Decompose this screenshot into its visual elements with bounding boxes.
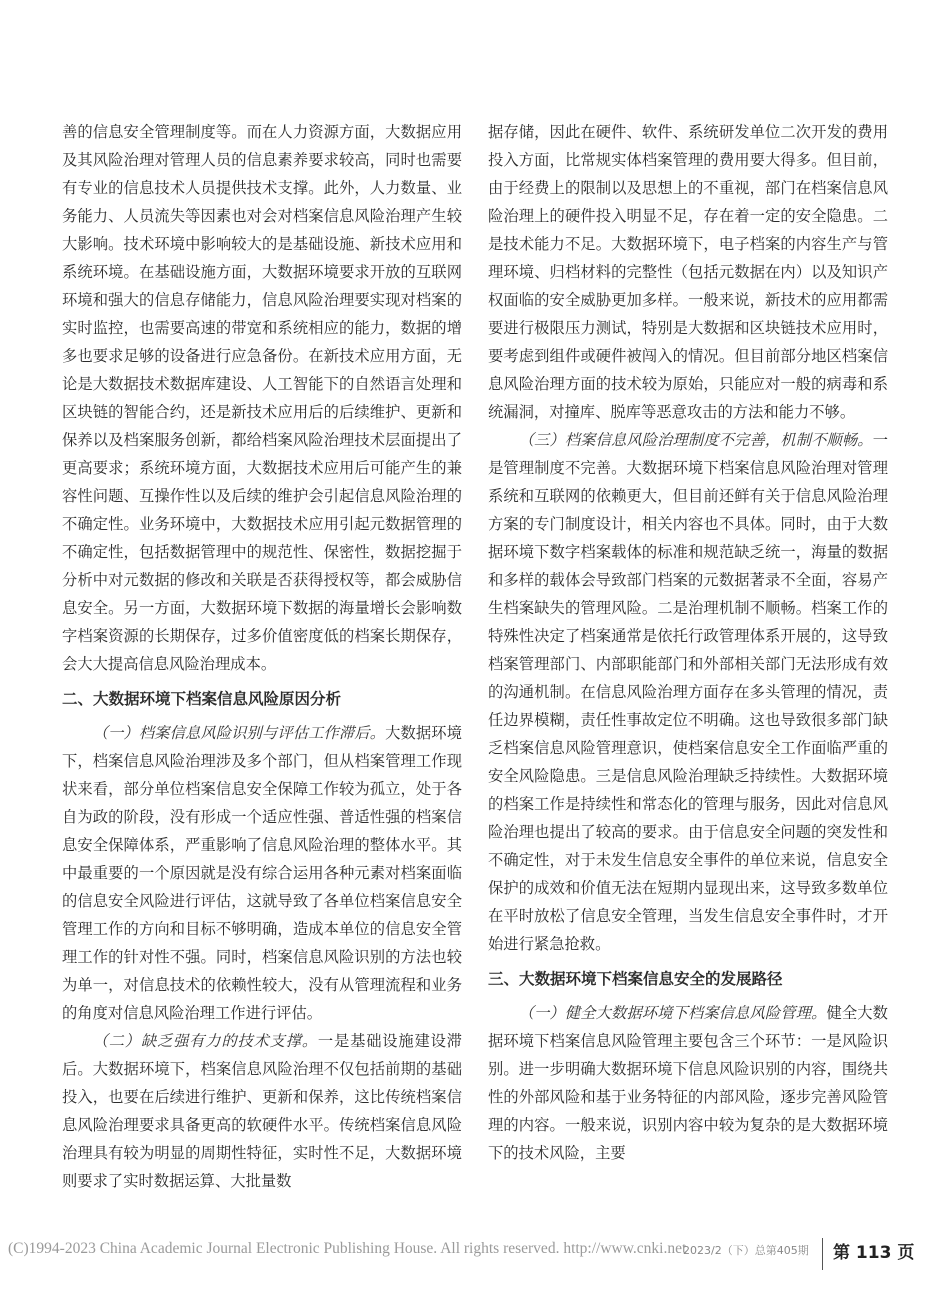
footer-divider bbox=[822, 1238, 823, 1270]
left-paragraph-1: 善的信息安全管理制度等。而在人力资源方面，大数据应用及其风险治理对管理人员的信息素养要求较高，同时也需要有专业的信息技术人员提供技术支撑。此外，人力数量、业务能力、人员流失等因素也对会对档案信息风险治理产生较大影响。技术环境中影响较大的是基础设施、新技术应用和系统环境。在基础设施方面，大数据环境要求开放的互联网环境和强大的信息存储能力，信息风险治理要实现对档案的实时监控，也需要高速的带宽和系统相应的能力，数据的增多也要求足够的设备进行应急备份。在新技术应用方面，无论是大数据技术数据库建设、人工智能下的自然语言处理和区块链的智能合约，还是新技术应用后的后续维护、更新和保养以及档案服务创新，都给档案风险治理技术层面提出了更高要求；系统环境方面，大数据技术应用后可能产生的兼容性问题、互操作性以及后续的维护会引起信息风险治理的不确定性。业务环境中，大数据技术应用引起元数据管理的不确定性，包括数据管理中的规范性、保密性，数据挖掘于分析中对元数据的修改和关联是否获得授权等，都会威胁信息安全。另一方面，大数据环境下数据的海量增长会影响数字档案资源的长期保存，过多价值密度低的档案长期保存，会大大提高信息风险治理成本。 bbox=[62, 123, 462, 673]
right-paragraph-3 bbox=[488, 999, 888, 1167]
section-heading-2: 二、大数据环境下档案信息风险原因分析 bbox=[62, 690, 342, 708]
paragraph-text: 一是基础设施建设滞后。大数据环境下，档案信息风险治理不仅包括前期的基础投入，也要在后续进行维护、更新和保养，这比传统档案信息风险治理要求具备更高的软硬件水平。传统档案信息风险治理具有较为明显的周期性特征，实时性不足，大数据环境则要求了实时数据运算、大批量数 bbox=[62, 1032, 462, 1190]
right-column bbox=[488, 118, 888, 1167]
subheading-2-2: （二）缺乏强有力的技术支撑。 bbox=[92, 1032, 318, 1050]
paragraph-text: 健全大数据环境下档案信息风险管理主要包含三个环节：一是风险识别。进一步明确大数据环境下信息风险识别的内容，围绕共性的外部风险和基于业务特征的内部风险，逐步完善风险管理的内容。一般来说，识别内容中较为复杂的是大数据环境下的技术风险，主要 bbox=[488, 1004, 888, 1162]
paragraph-text: 一是管理制度不完善。大数据环境下档案信息风险治理对管理系统和互联网的依赖更大，但目前还鲜有关于信息风险治理方案的专门制度设计，相关内容也不具体。同时，由于大数据环境下数字档案载体的标准和规范缺乏统一，海量的数据和多样的载体会导致部门档案的元数据著录不全面，容易产生档案缺失的管理风险。二是治理机制不顺畅。档案工作的特殊性决定了档案通常是依托行政管理体系开展的，这导致档案管理部门、内部职能部门和外部相关部门无法形成有效的沟通机制。在信息风险治理方面存在多头管理的情况，责任边界模糊，责任性事故定位不明确。这也导致很多部门缺乏档案信息风险管理意识，使档案信息安全工作面临严重的安全风险隐患。三是信息风险治理缺乏持续性。大数据环境的档案工作是持续性和常态化的管理与服务，因此对信息风险治理也提出了较高的要求。由于信息安全问题的突发性和不确定性，对于未发生信息安全事件的单位来说，信息安全保护的成效和价值无法在短期内显现出来，这导致多数单位在平时放松了信息安全管理，当发生信息安全事件时，才开始进行紧急抢救。 bbox=[488, 431, 888, 953]
right-paragraph-2 bbox=[488, 426, 888, 958]
issue-info: 2023/2（下）总第405期 bbox=[683, 1244, 809, 1257]
page-footer bbox=[0, 1236, 950, 1276]
copyright-watermark: (C)1994-2023 China Academic Journal Electronic Publishing House. All rights reserved. http://www.cnki.net bbox=[8, 1240, 687, 1257]
left-column bbox=[62, 118, 462, 1195]
left-paragraph-2 bbox=[62, 719, 462, 1027]
right-paragraph-1: 据存储，因此在硬件、软件、系统研发单位二次开发的费用投入方面，比常规实体档案管理的费用要大得多。但目前，由于经费上的限制以及思想上的不重视，部门在档案信息风险治理上的硬件投入明显不足，存在着一定的安全隐患。二是技术能力不足。大数据环境下，电子档案的内容生产与管理环境、归档材料的完整性（包括元数据在内）以及知识产权面临的安全威胁更加多样。一般来说，新技术的应用都需要进行极限压力测试，特别是大数据和区块链技术应用时，要考虑到组件或硬件被闯入的情况。但目前部分地区档案信息风险治理方面的技术较为原始，只能应对一般的病毒和系统漏洞，对撞库、脱库等恶意攻击的方法和能力不够。 bbox=[488, 123, 888, 421]
page-number: 第 113 页 bbox=[833, 1243, 915, 1263]
subheading-2-3: （三）档案信息风险治理制度不完善，机制不顺畅。 bbox=[518, 431, 873, 449]
subheading-3-1: （一）健全大数据环境下档案信息风险管理。 bbox=[518, 1004, 827, 1022]
left-paragraph-3 bbox=[62, 1027, 462, 1195]
subheading-2-1: （一）档案信息风险识别与评估工作滞后。 bbox=[92, 724, 386, 742]
section-heading-3: 三、大数据环境下档案信息安全的发展路径 bbox=[488, 970, 783, 988]
paragraph-text: 大数据环境下，档案信息风险治理涉及多个部门，但从档案管理工作现状来看，部分单位档案信息安全保障工作较为孤立，处于各自为政的阶段，没有形成一个适应性强、普适性强的档案信息安全保障体系，严重影响了信息风险治理的整体水平。其中最重要的一个原因就是没有综合运用各种元素对档案面临的信息安全风险进行评估，这就导致了各单位档案信息安全管理工作的方向和目标不够明确，造成本单位的信息安全管理工作的针对性不强。同时，档案信息风险识别的方法也较为单一，对信息技术的依赖性较大，没有从管理流程和业务的角度对信息风险治理工作进行评估。 bbox=[62, 724, 462, 1022]
